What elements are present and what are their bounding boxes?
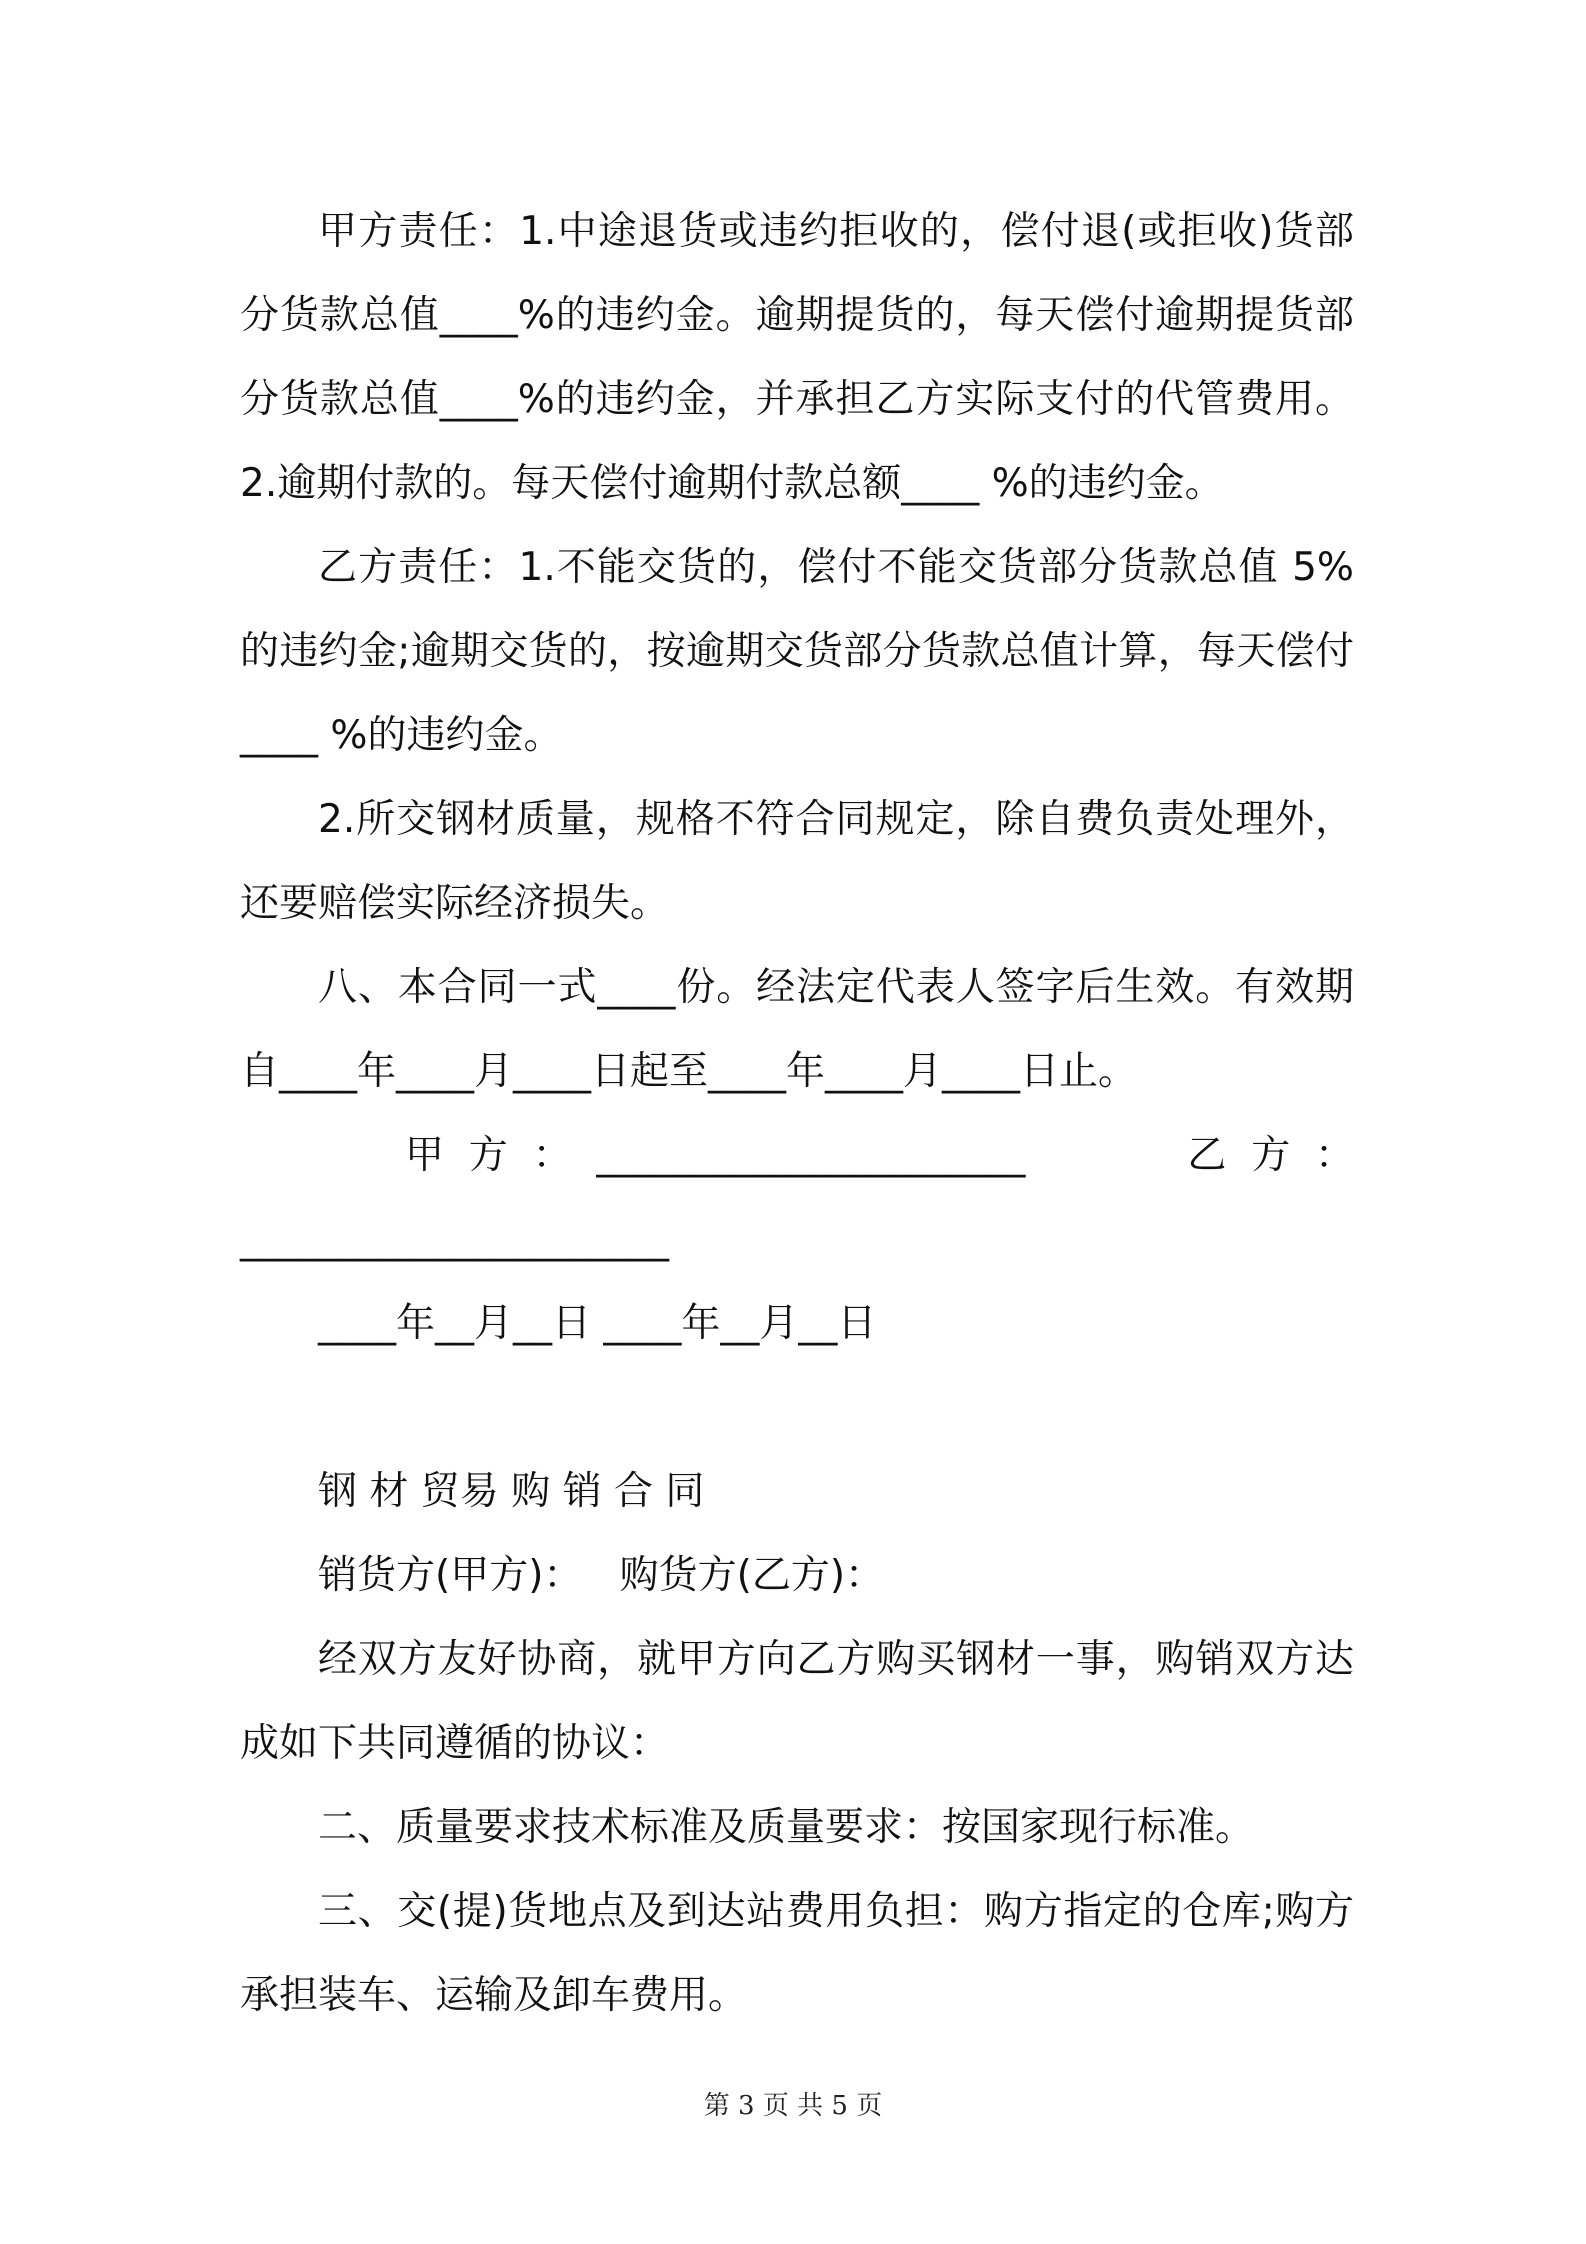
paragraph-validity-clause: 八、本合同一式____份。经法定代表人签字后生效。有效期自____年____月____日起至____年____月____日止。 bbox=[240, 965, 1354, 1094]
party-b-signature-line: ______________________ bbox=[240, 1217, 669, 1262]
contract-title: 钢 材 贸易 购 销 合 同 bbox=[318, 1469, 705, 1514]
page-number-footer: 第 3 页 共 5 页 bbox=[703, 2091, 883, 2121]
party-b-label: 乙 方 ： bbox=[1187, 1133, 1354, 1178]
party-a-label: 甲 方 ： bbox=[405, 1133, 572, 1178]
signature-row bbox=[240, 1114, 1354, 1198]
paragraph-party-a-liability: 甲方责任：1.中途退货或违约拒收的，偿付退(或拒收)货部分货款总值____%的违约金。逾期提货的，每天偿付逾期提货部分货款总值____%的违约金，并承担乙方实际支付的代管费用。2.逾期付款的。每天偿付逾期付款总额____ %的违约金。 bbox=[240, 209, 1354, 506]
paragraph-party-b-liability: 乙方责任：1.不能交货的，偿付不能交货部分货款总值 5%的违约金;逾期交货的，按逾期交货部分货款总值计算，每天偿付____ %的违约金。 bbox=[240, 545, 1354, 758]
paragraph-quality-standard: 二、质量要求技术标准及质量要求：按国家现行标准。 bbox=[318, 1805, 1255, 1850]
party-a-signature-line: ______________________ bbox=[596, 1133, 1026, 1178]
paragraph-delivery-location: 三、交(提)货地点及到达站费用负担：购方指定的仓库;购方承担装车、运输及卸车费用。 bbox=[240, 1889, 1354, 2018]
paragraph-quality-clause: 2.所交钢材质量，规格不符合同规定，除自费负责处理外，还要赔偿实际经济损失。 bbox=[240, 797, 1354, 926]
section-spacer bbox=[240, 1366, 1354, 1450]
signature-date-line: ____年__月__日 ____年__月__日 bbox=[318, 1301, 877, 1346]
paragraph-agreement-intro: 经双方友好协商，就甲方向乙方购买钢材一事，购销双方达成如下共同遵循的协议： bbox=[240, 1637, 1354, 1766]
signature-party-a bbox=[405, 1114, 1025, 1198]
parties-line: 销货方(甲方)： 购货方(乙方)： bbox=[318, 1553, 885, 1598]
document-body bbox=[240, 190, 1354, 2038]
